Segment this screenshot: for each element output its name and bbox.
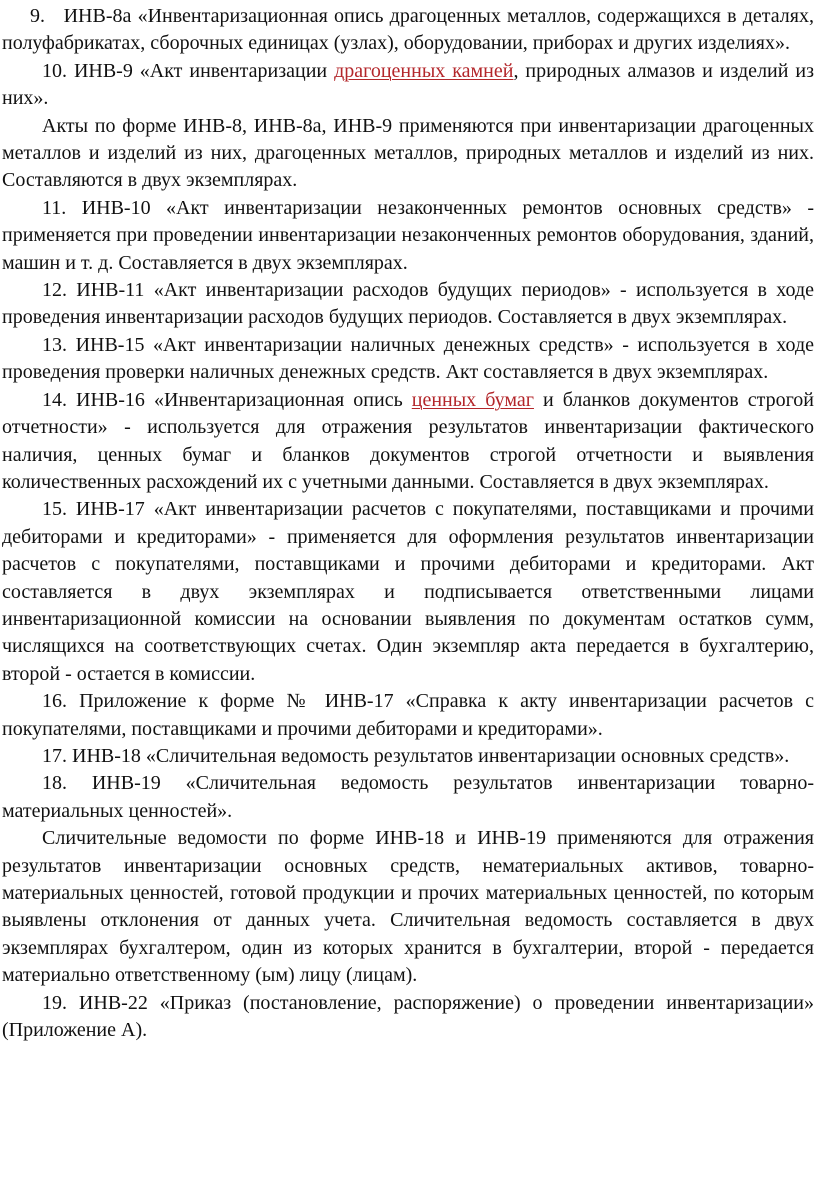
paragraph-item-18: 18. ИНВ-19 «Сличительная ведомость результатов инвентаризации товарно-материальных ценностей». (2, 772, 814, 822)
link-securities[interactable]: ценных бумаг (411, 388, 534, 411)
paragraph-item-19: 19. ИНВ-22 «Приказ (постановление, распоряжение) о проведении инвентаризации» (Приложение А). (2, 991, 814, 1042)
paragraph-item-16: 16. Приложение к форме № ИНВ-17 «Справка к акту инвентаризации расчетов с покупателями, поставщиками и прочими дебиторами и кредиторами». (2, 690, 814, 740)
paragraph-text: , природных алмазов и изделий из них». (2, 59, 815, 110)
paragraph-item-13: 13. ИНВ-15 «Акт инвентаризации наличных денежных средств» - используется в ходе проведения проверки наличных денежных средств. Акт составляется в двух экземплярах. (2, 333, 814, 384)
paragraph-item-17: 17. ИНВ-18 «Сличительная ведомость результатов инвентаризации основных средств». (42, 744, 790, 767)
paragraph-item-11: 11. ИНВ-10 «Акт инвентаризации незаконченных ремонтов основных средств» - применяется при проведении инвентаризации незаконченных ремонтов оборудования, зданий, машин и т. д. Составляется в двух экземплярах. (2, 196, 814, 274)
paragraph-item-14 (2, 387, 814, 497)
paragraph-item-12: 12. ИНВ-11 «Акт инвентаризации расходов будущих периодов» - используется в ходе проведения инвентаризации расходов будущих периодов. Составляется в двух экземплярах. (2, 279, 814, 329)
paragraph-text: 14. ИНВ-16 «Инвентаризационная опись (42, 388, 412, 411)
paragraph-item-10 (2, 58, 814, 113)
paragraph-item-9: 9. ИНВ-8а «Инвентаризационная опись драгоценных металлов, содержащихся в деталях, полуфабрикатах, сборочных единицах (узлах), оборудовании, приборах и других изделиях». (2, 5, 814, 55)
paragraph-text: 10. ИНВ-9 «Акт инвентаризации (42, 59, 335, 82)
paragraph-text: и бланков документов строгой отчетности» - используется для отражения результатов инвентаризации фактического наличия, ценных бумаг и бланков документов строгой отчетности и выявления количественных расхождений их с учетными данными. Составляется в двух экземплярах. (2, 388, 814, 493)
paragraph-reconciliation-note: Сличительные ведомости по форме ИНВ-18 и ИНВ-19 применяются для отражения результатов инвентаризации основных средств, нематериальных активов, товарно-материальных ценностей, готовой продукции и прочих материальных ценностей, по которым выявлены отклонения от данных учета. Сличительная ведомость составляется в двух экземплярах бухгалтером, один из которых хранится в бухгалтерии, второй - передается материально ответственному (ым) лицу (лицам). (2, 827, 814, 987)
paragraph-acts-note: Акты по форме ИНВ-8, ИНВ-8а, ИНВ-9 применяются при инвентаризации драгоценных металлов и изделий из них, драгоценных металлов, природных металлов и изделий из них. Составляются в двух экземплярах. (2, 114, 814, 192)
link-precious-stones[interactable]: драгоценных камней (334, 59, 514, 82)
paragraph-item-15: 15. ИНВ-17 «Акт инвентаризации расчетов с покупателями, поставщиками и прочими дебиторами и кредиторами» - применяется для оформления результатов инвентаризации расчетов с покупателями, поставщиками и прочими дебиторами и кредиторами. Акт составляется в двух экземплярах и подписывается ответственными лицами инвентаризационной комиссии на основании выявления по документам остатков сумм, числящихся на соответствующих счетах. Один экземпляр акта передается в бухгалтерию, второй - остается в комиссии. (2, 498, 814, 685)
